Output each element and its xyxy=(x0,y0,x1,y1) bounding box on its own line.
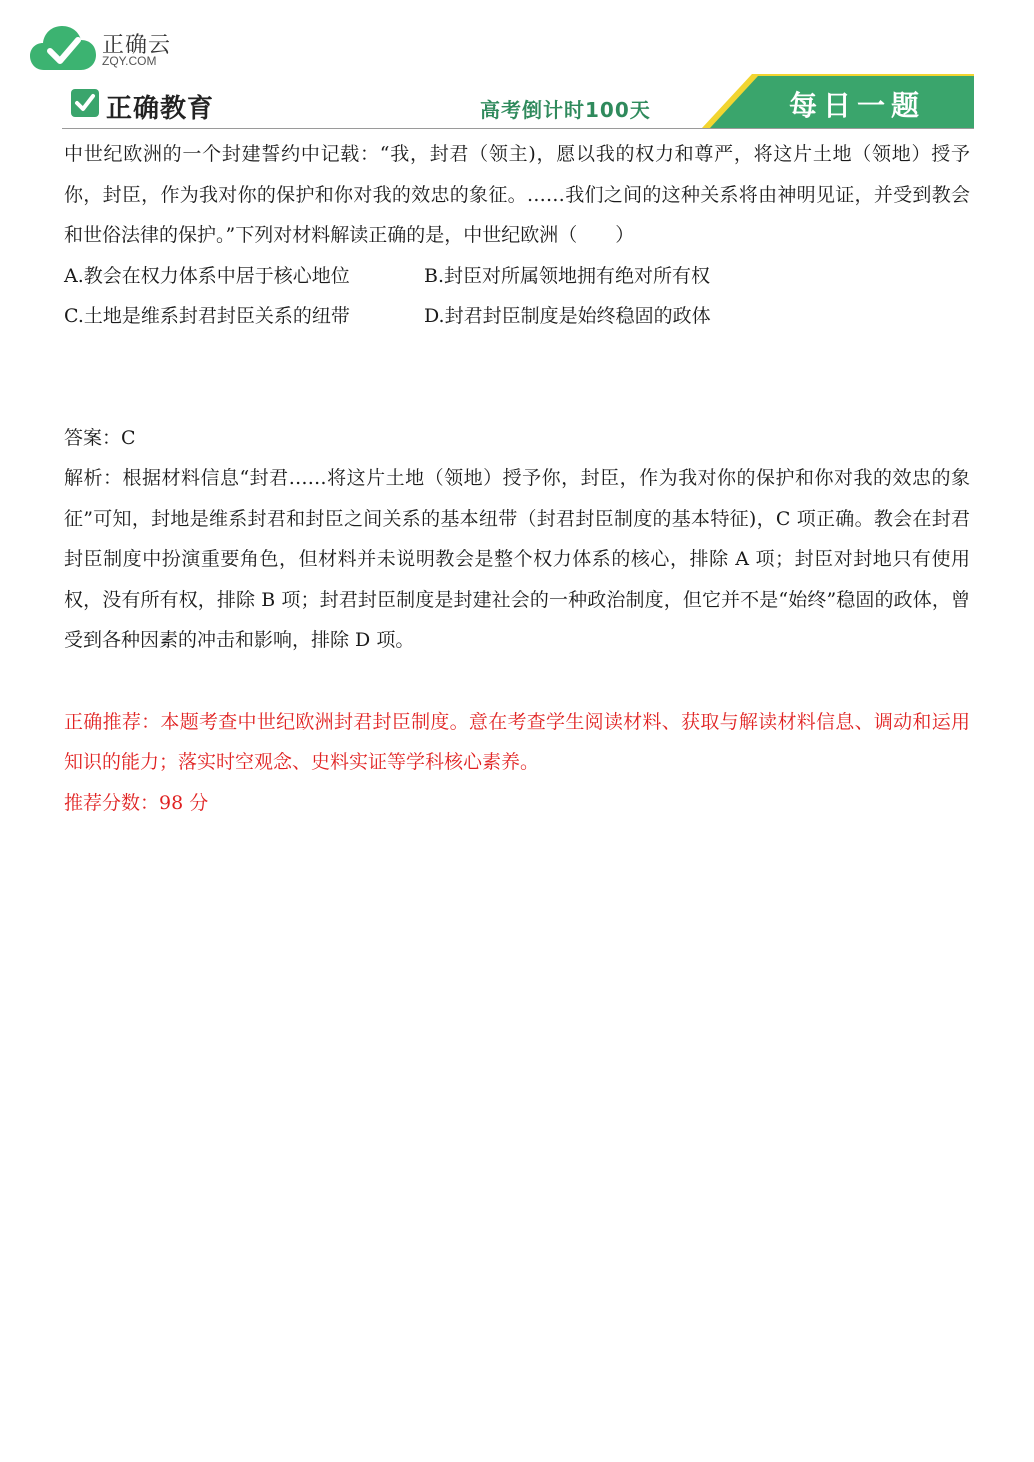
option-a: A.教会在权力体系中居于核心地位 xyxy=(64,264,350,287)
header-divider xyxy=(62,128,974,129)
document-content xyxy=(64,134,970,823)
recommendation-score: 推荐分数：98 分 xyxy=(64,791,209,814)
recommendation-text: 正确推荐：本题考查中世纪欧洲封君封臣制度。意在考查学生阅读材料、获取与解读材料信息、调动和运用知识的能力；落实时空观念、史料实证等学科核心素养。 xyxy=(64,710,970,773)
answer-analysis: 解析：根据材料信息“封君……将这片土地（领地）授予你，封臣，作为我对你的保护和你对我的效忠的象征”可知，封地是维系封君和封臣之间关系的基本纽带（封君封臣制度的基本特征)，C 项正确。教会在封君封臣制度中扮演重要角色，但材料并未说明教会是整个权力体系的核心，排除 A 项；封臣对封地只有使用权，没有所有权，排除 B 项；封君封臣制度是封建社会的一种政治制度，但它并不是“始终”稳固的政体，曾受到各种因素的冲击和影响，排除 D 项。 xyxy=(64,467,970,651)
cloud-check-icon xyxy=(30,24,98,72)
option-c: C.土地是维系封君封臣关系的纽带 xyxy=(64,305,350,327)
top-logo xyxy=(30,24,190,74)
header-band xyxy=(62,74,974,130)
option-b: B.封臣对所属领地拥有绝对所有权 xyxy=(424,264,711,287)
option-d: D.封君封臣制度是始终稳固的政体 xyxy=(424,305,711,327)
countdown-label: 高考倒计时100天 xyxy=(480,98,651,122)
answer-label: 答案：C xyxy=(64,426,136,449)
question-options xyxy=(64,256,970,337)
spacer xyxy=(64,661,970,702)
brand-name: 正确云 xyxy=(102,33,172,58)
daily-question-label: 每日一题 xyxy=(788,89,925,122)
question-stem: 中世纪欧洲的一个封建誓约中记载：“我，封君（领主)，愿以我的权力和尊严，将这片土地（领地）授予你，封臣，作为我对你的保护和你对我的效忠的象征。……我们之间的这种关系将由神明见证，并受到教会和世俗法律的保护。”下列对材料解读正确的是，中世纪欧洲（ ） xyxy=(64,143,970,246)
edu-title: 正确教育 xyxy=(106,94,215,124)
check-square-icon xyxy=(70,88,100,118)
spacer xyxy=(64,337,970,418)
brand-domain: ZQY.COM xyxy=(102,54,157,68)
